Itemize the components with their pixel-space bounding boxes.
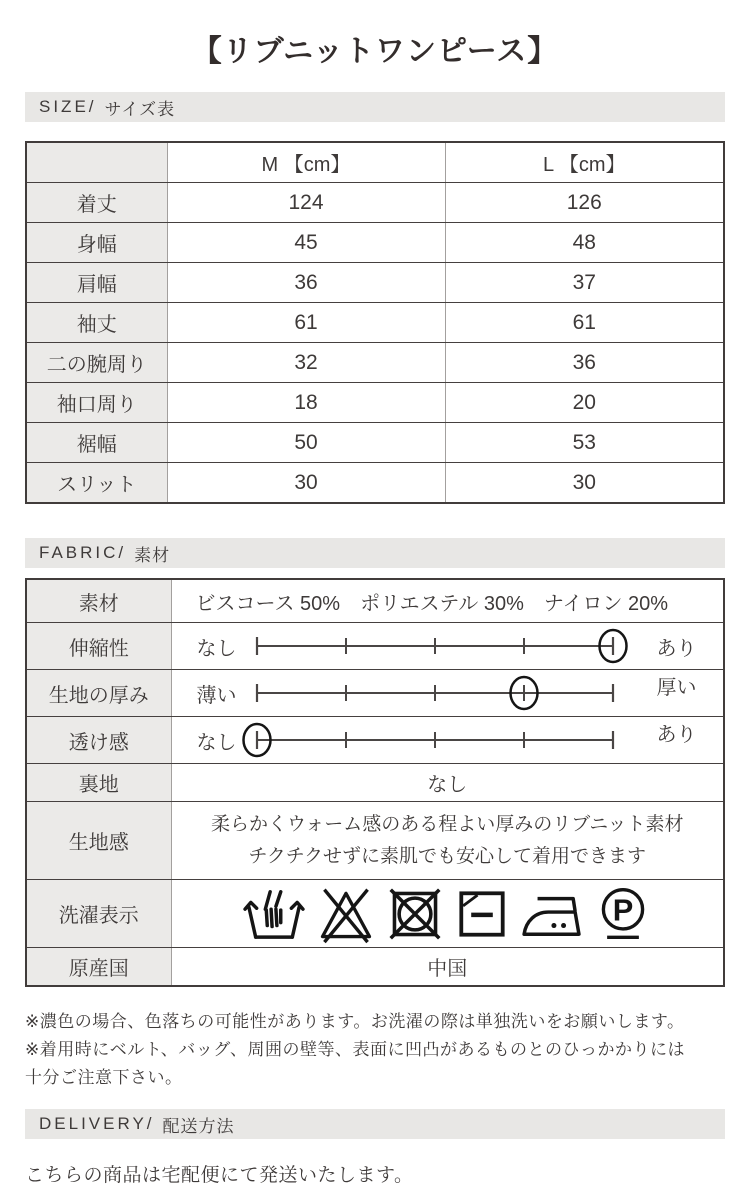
size-section-header-en: SIZE/ [39, 97, 97, 116]
cell-l: 30 [445, 463, 724, 504]
row-label: 原産国 [26, 948, 171, 987]
table-row [26, 383, 724, 423]
fabric-row-thickness [26, 670, 724, 717]
row-label: 生地感 [26, 802, 171, 880]
size-table [25, 141, 725, 504]
row-label: 生地の厚み [26, 670, 171, 717]
cell-l: 48 [445, 223, 724, 263]
texture-value [171, 802, 724, 880]
do-not-bleach-icon [317, 884, 375, 944]
fabric-row-origin [26, 948, 724, 987]
cell-m: 32 [167, 343, 445, 383]
row-label: 袖口周り [26, 383, 167, 423]
origin-value: 中国 [171, 948, 724, 987]
row-label: 二の腕周り [26, 343, 167, 383]
row-label: 身幅 [26, 223, 167, 263]
scale-min-label: なし [196, 637, 237, 660]
hand-wash-icon [243, 887, 305, 941]
thickness-scale [172, 670, 724, 716]
fabric-row-sheerness [26, 717, 724, 764]
cell-m: 36 [167, 263, 445, 303]
size-col-l: L 【cm】 [445, 142, 724, 183]
table-row [26, 423, 724, 463]
size-section-header-jp: サイズ表 [104, 99, 176, 119]
cell-m: 45 [167, 223, 445, 263]
table-row [26, 263, 724, 303]
row-label: 伸縮性 [26, 623, 171, 670]
size-col-blank [26, 142, 167, 183]
fabric-section-header-jp: 素材 [134, 545, 171, 565]
dry-clean-letter: P [612, 892, 634, 928]
fabric-row-care [26, 880, 724, 948]
lining-value: なし [171, 764, 724, 802]
rating-scale [251, 717, 647, 763]
texture-line-1: 柔らかくウォーム感のある程よい厚みのリブニット素材 [210, 813, 684, 835]
scale-max-label: あり [656, 637, 697, 660]
laundry-care-icons [172, 884, 724, 944]
row-label: スリット [26, 463, 167, 504]
page-title: 【リブニットワンピース】 [191, 35, 559, 68]
table-row [26, 223, 724, 263]
table-row [26, 183, 724, 223]
row-label: 肩幅 [26, 263, 167, 303]
size-section-header [25, 92, 725, 122]
cell-l: 126 [445, 183, 724, 223]
fabric-row-stretch [26, 623, 724, 670]
cell-m: 124 [167, 183, 445, 223]
scale-min-label: 薄い [196, 684, 237, 707]
flat-dry-in-shade-icon [455, 887, 509, 941]
note-line: ※濃色の場合、色落ちの可能性があります。お洗濯の際は単独洗いをお願いします。 [25, 1012, 685, 1031]
table-row [26, 343, 724, 383]
stretch-scale [172, 623, 724, 669]
row-label: 着丈 [26, 183, 167, 223]
scale-max-label: あり [656, 723, 697, 746]
do-not-tumble-dry-icon [387, 886, 443, 942]
row-label: 洗濯表示 [26, 880, 171, 948]
cell-m: 50 [167, 423, 445, 463]
size-table-header-row [26, 142, 724, 183]
row-label: 袖丈 [26, 303, 167, 343]
fabric-row-texture [26, 802, 724, 880]
table-row [26, 303, 724, 343]
row-label: 裏地 [26, 764, 171, 802]
rating-scale [251, 623, 647, 669]
cell-m: 30 [167, 463, 445, 504]
caution-notes [25, 1008, 725, 1092]
row-label: 透け感 [26, 717, 171, 764]
iron-two-dots-icon [521, 888, 583, 940]
cell-m: 18 [167, 383, 445, 423]
fabric-row-material [26, 579, 724, 623]
fabric-row-lining [26, 764, 724, 802]
cell-l: 36 [445, 343, 724, 383]
sheerness-scale [172, 717, 724, 763]
delivery-section-header [25, 1109, 725, 1139]
rating-scale [251, 670, 647, 716]
cell-l: 37 [445, 263, 724, 303]
scale-max-label: 厚い [656, 676, 697, 699]
note-line: 十分ご注意下さい。 [25, 1068, 183, 1087]
cell-m: 61 [167, 303, 445, 343]
scale-min-label: なし [196, 731, 237, 754]
size-col-m: M 【cm】 [167, 142, 445, 183]
delivery-section-header-jp: 配送方法 [162, 1116, 235, 1136]
fabric-section-header-en: FABRIC/ [39, 543, 127, 562]
delivery-text: こちらの商品は宅配便にて発送いたします。 [25, 1165, 414, 1186]
fabric-section-header [25, 538, 725, 568]
row-label: 素材 [26, 579, 171, 623]
delivery-section-header-en: DELIVERY/ [39, 1114, 155, 1133]
row-label: 裾幅 [26, 423, 167, 463]
material-value: ビスコース 50% ポリエステル 30% ナイロン 20% [171, 579, 724, 623]
cell-l: 53 [445, 423, 724, 463]
cell-l: 61 [445, 303, 724, 343]
texture-line-2: チクチクせずに素肌でも安心して着用できます [248, 845, 646, 867]
table-row [26, 463, 724, 504]
dry-clean-p-gentle-icon [595, 884, 651, 944]
note-line: ※着用時にベルト、バッグ、周囲の壁等、表面に凹凸があるものとのひっかかりには [25, 1040, 686, 1059]
fabric-table [25, 578, 725, 987]
cell-l: 20 [445, 383, 724, 423]
